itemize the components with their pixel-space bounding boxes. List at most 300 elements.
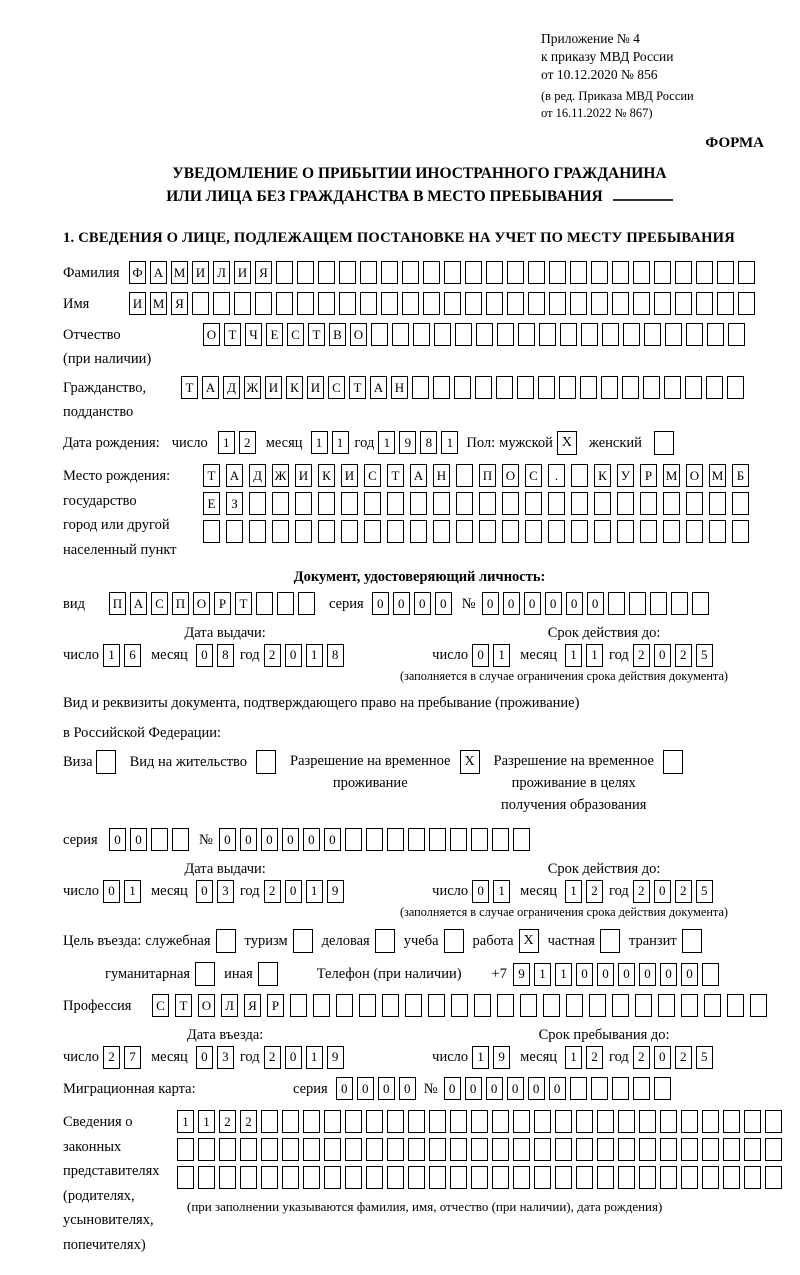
char-cell[interactable]: 0 (196, 1046, 213, 1069)
char-cell[interactable] (640, 520, 657, 543)
char-cell[interactable] (654, 1077, 671, 1100)
char-cell[interactable] (534, 1166, 551, 1189)
char-cell[interactable]: С (364, 464, 381, 487)
char-cell[interactable]: А (370, 376, 387, 399)
char-cell[interactable] (256, 592, 273, 615)
char-cell[interactable] (589, 994, 606, 1017)
char-cell[interactable] (364, 520, 381, 543)
char-cell[interactable] (177, 1138, 194, 1161)
char-cell[interactable] (318, 520, 335, 543)
char-cell[interactable]: 0 (639, 963, 656, 986)
char-cell[interactable] (539, 323, 556, 346)
char-cell[interactable]: 9 (327, 1046, 344, 1069)
char-cell[interactable] (681, 1166, 698, 1189)
char-cell[interactable] (732, 520, 749, 543)
char-cell[interactable] (471, 1110, 488, 1133)
checkbox-cell[interactable] (375, 929, 395, 953)
char-cell[interactable] (704, 994, 721, 1017)
char-cell[interactable]: Т (349, 376, 366, 399)
char-cell[interactable] (727, 376, 744, 399)
char-cell[interactable]: К (594, 464, 611, 487)
char-cell[interactable] (276, 261, 293, 284)
char-cell[interactable] (727, 994, 744, 1017)
char-cell[interactable]: 2 (633, 644, 650, 667)
char-cell[interactable]: 1 (306, 644, 323, 667)
char-cell[interactable] (549, 261, 566, 284)
char-cell[interactable]: 1 (378, 431, 395, 454)
char-cell[interactable] (454, 376, 471, 399)
char-cell[interactable]: 1 (555, 963, 572, 986)
char-cell[interactable] (517, 376, 534, 399)
char-cell[interactable]: 1 (493, 644, 510, 667)
char-cell[interactable]: 0 (261, 828, 278, 851)
char-cell[interactable] (576, 1110, 593, 1133)
char-cell[interactable]: Н (433, 464, 450, 487)
checkbox-cell[interactable]: X (519, 929, 539, 953)
char-cell[interactable] (765, 1166, 782, 1189)
checkbox-cell[interactable]: X (557, 431, 577, 455)
char-cell[interactable]: 1 (311, 431, 328, 454)
char-cell[interactable] (686, 323, 703, 346)
char-cell[interactable] (336, 994, 353, 1017)
char-cell[interactable] (324, 1166, 341, 1189)
char-cell[interactable]: 0 (528, 1077, 545, 1100)
char-cell[interactable]: Т (387, 464, 404, 487)
char-cell[interactable] (172, 828, 189, 851)
char-cell[interactable] (471, 828, 488, 851)
char-cell[interactable] (366, 1138, 383, 1161)
char-cell[interactable] (654, 292, 671, 315)
char-cell[interactable]: 1 (534, 963, 551, 986)
char-cell[interactable] (345, 1138, 362, 1161)
char-cell[interactable] (240, 1138, 257, 1161)
char-cell[interactable] (423, 261, 440, 284)
char-cell[interactable] (429, 1166, 446, 1189)
char-cell[interactable]: Р (640, 464, 657, 487)
char-cell[interactable] (413, 323, 430, 346)
char-cell[interactable] (555, 1110, 572, 1133)
char-cell[interactable] (303, 1110, 320, 1133)
char-cell[interactable] (429, 1110, 446, 1133)
char-cell[interactable]: 0 (524, 592, 541, 615)
char-cell[interactable] (465, 261, 482, 284)
char-cell[interactable]: О (198, 994, 215, 1017)
char-cell[interactable]: 1 (586, 644, 603, 667)
char-cell[interactable] (601, 376, 618, 399)
char-cell[interactable]: 0 (357, 1077, 374, 1100)
char-cell[interactable] (538, 376, 555, 399)
char-cell[interactable] (297, 292, 314, 315)
char-cell[interactable]: 2 (633, 880, 650, 903)
char-cell[interactable]: Ф (129, 261, 146, 284)
char-cell[interactable] (313, 994, 330, 1017)
char-cell[interactable] (479, 520, 496, 543)
char-cell[interactable] (339, 292, 356, 315)
char-cell[interactable]: С (287, 323, 304, 346)
char-cell[interactable] (571, 492, 588, 515)
char-cell[interactable]: 1 (198, 1110, 215, 1133)
char-cell[interactable] (513, 1110, 530, 1133)
char-cell[interactable]: Б (732, 464, 749, 487)
char-cell[interactable] (660, 1138, 677, 1161)
char-cell[interactable] (433, 492, 450, 515)
char-cell[interactable] (623, 323, 640, 346)
char-cell[interactable] (387, 1110, 404, 1133)
char-cell[interactable] (402, 292, 419, 315)
char-cell[interactable]: М (663, 464, 680, 487)
char-cell[interactable] (597, 1166, 614, 1189)
char-cell[interactable] (405, 994, 422, 1017)
char-cell[interactable] (387, 520, 404, 543)
char-cell[interactable]: Т (308, 323, 325, 346)
char-cell[interactable] (450, 1110, 467, 1133)
char-cell[interactable]: И (192, 261, 209, 284)
char-cell[interactable]: 0 (414, 592, 431, 615)
char-cell[interactable]: 0 (566, 592, 583, 615)
char-cell[interactable]: 0 (399, 1077, 416, 1100)
char-cell[interactable] (151, 828, 168, 851)
char-cell[interactable] (492, 1166, 509, 1189)
checkbox-cell[interactable] (654, 431, 674, 455)
char-cell[interactable]: С (151, 592, 168, 615)
char-cell[interactable]: 0 (576, 963, 593, 986)
char-cell[interactable] (345, 1166, 362, 1189)
char-cell[interactable]: О (203, 323, 220, 346)
char-cell[interactable] (324, 1138, 341, 1161)
char-cell[interactable]: А (130, 592, 147, 615)
char-cell[interactable] (261, 1166, 278, 1189)
char-cell[interactable] (456, 492, 473, 515)
char-cell[interactable]: 0 (324, 828, 341, 851)
char-cell[interactable] (635, 994, 652, 1017)
char-cell[interactable] (497, 994, 514, 1017)
char-cell[interactable]: 2 (586, 880, 603, 903)
char-cell[interactable]: 6 (124, 644, 141, 667)
char-cell[interactable] (444, 261, 461, 284)
char-cell[interactable] (392, 323, 409, 346)
char-cell[interactable]: С (328, 376, 345, 399)
char-cell[interactable] (618, 1166, 635, 1189)
char-cell[interactable] (692, 592, 709, 615)
char-cell[interactable] (744, 1110, 761, 1133)
char-cell[interactable] (717, 292, 734, 315)
char-cell[interactable]: З (226, 492, 243, 515)
char-cell[interactable]: И (307, 376, 324, 399)
char-cell[interactable]: 0 (472, 644, 489, 667)
char-cell[interactable] (444, 292, 461, 315)
char-cell[interactable] (456, 464, 473, 487)
char-cell[interactable] (465, 292, 482, 315)
char-cell[interactable] (408, 1166, 425, 1189)
char-cell[interactable]: 2 (264, 1046, 281, 1069)
checkbox-cell[interactable] (258, 962, 278, 986)
char-cell[interactable]: О (686, 464, 703, 487)
char-cell[interactable]: М (709, 464, 726, 487)
char-cell[interactable]: 7 (124, 1046, 141, 1069)
char-cell[interactable]: 1 (332, 431, 349, 454)
char-cell[interactable] (597, 1110, 614, 1133)
char-cell[interactable] (234, 292, 251, 315)
char-cell[interactable]: 0 (219, 828, 236, 851)
char-cell[interactable] (219, 1138, 236, 1161)
char-cell[interactable]: 1 (306, 1046, 323, 1069)
char-cell[interactable] (213, 292, 230, 315)
char-cell[interactable] (324, 1110, 341, 1133)
char-cell[interactable] (318, 292, 335, 315)
checkbox-cell[interactable] (96, 750, 116, 774)
char-cell[interactable] (408, 1138, 425, 1161)
char-cell[interactable] (525, 492, 542, 515)
char-cell[interactable] (650, 592, 667, 615)
char-cell[interactable] (675, 292, 692, 315)
char-cell[interactable] (654, 261, 671, 284)
char-cell[interactable] (728, 323, 745, 346)
char-cell[interactable] (658, 994, 675, 1017)
char-cell[interactable] (341, 492, 358, 515)
char-cell[interactable] (497, 323, 514, 346)
char-cell[interactable]: 0 (109, 828, 126, 851)
char-cell[interactable] (696, 261, 713, 284)
char-cell[interactable]: 0 (103, 880, 120, 903)
char-cell[interactable]: 3 (217, 1046, 234, 1069)
char-cell[interactable] (738, 261, 755, 284)
char-cell[interactable] (640, 492, 657, 515)
char-cell[interactable]: 0 (336, 1077, 353, 1100)
char-cell[interactable] (492, 828, 509, 851)
char-cell[interactable]: 9 (399, 431, 416, 454)
char-cell[interactable] (566, 994, 583, 1017)
checkbox-cell[interactable] (600, 929, 620, 953)
char-cell[interactable] (570, 261, 587, 284)
char-cell[interactable] (709, 520, 726, 543)
char-cell[interactable] (618, 1138, 635, 1161)
char-cell[interactable]: 0 (303, 828, 320, 851)
char-cell[interactable]: 2 (633, 1046, 650, 1069)
char-cell[interactable] (387, 1166, 404, 1189)
char-cell[interactable]: 2 (239, 431, 256, 454)
char-cell[interactable]: Ч (245, 323, 262, 346)
char-cell[interactable] (479, 492, 496, 515)
char-cell[interactable]: 0 (486, 1077, 503, 1100)
char-cell[interactable] (282, 1138, 299, 1161)
char-cell[interactable]: 1 (472, 1046, 489, 1069)
char-cell[interactable] (612, 994, 629, 1017)
char-cell[interactable]: А (202, 376, 219, 399)
char-cell[interactable]: 1 (493, 880, 510, 903)
char-cell[interactable]: 2 (103, 1046, 120, 1069)
char-cell[interactable]: Я (244, 994, 261, 1017)
char-cell[interactable]: 9 (493, 1046, 510, 1069)
char-cell[interactable] (295, 520, 312, 543)
char-cell[interactable]: 0 (654, 880, 671, 903)
char-cell[interactable]: 0 (660, 963, 677, 986)
char-cell[interactable] (576, 1138, 593, 1161)
char-cell[interactable]: 0 (465, 1077, 482, 1100)
char-cell[interactable] (282, 1166, 299, 1189)
char-cell[interactable]: 2 (240, 1110, 257, 1133)
char-cell[interactable] (298, 592, 315, 615)
char-cell[interactable] (594, 520, 611, 543)
char-cell[interactable]: 0 (545, 592, 562, 615)
char-cell[interactable] (706, 376, 723, 399)
char-cell[interactable] (318, 492, 335, 515)
char-cell[interactable]: П (109, 592, 126, 615)
char-cell[interactable] (318, 261, 335, 284)
char-cell[interactable] (429, 1138, 446, 1161)
char-cell[interactable] (339, 261, 356, 284)
char-cell[interactable] (576, 1166, 593, 1189)
char-cell[interactable]: Е (203, 492, 220, 515)
char-cell[interactable]: 0 (587, 592, 604, 615)
checkbox-cell[interactable] (663, 750, 683, 774)
char-cell[interactable] (486, 292, 503, 315)
char-cell[interactable]: Т (235, 592, 252, 615)
char-cell[interactable] (723, 1138, 740, 1161)
char-cell[interactable] (423, 292, 440, 315)
char-cell[interactable] (402, 261, 419, 284)
char-cell[interactable] (555, 1166, 572, 1189)
char-cell[interactable] (513, 828, 530, 851)
char-cell[interactable]: О (502, 464, 519, 487)
char-cell[interactable] (660, 1110, 677, 1133)
char-cell[interactable] (249, 520, 266, 543)
char-cell[interactable] (528, 261, 545, 284)
char-cell[interactable] (412, 376, 429, 399)
char-cell[interactable]: Т (224, 323, 241, 346)
char-cell[interactable] (633, 1077, 650, 1100)
char-cell[interactable]: С (525, 464, 542, 487)
char-cell[interactable] (559, 376, 576, 399)
checkbox-cell[interactable] (195, 962, 215, 986)
char-cell[interactable] (295, 492, 312, 515)
char-cell[interactable]: 8 (217, 644, 234, 667)
char-cell[interactable] (663, 492, 680, 515)
char-cell[interactable]: 0 (435, 592, 452, 615)
char-cell[interactable]: 1 (177, 1110, 194, 1133)
char-cell[interactable] (429, 828, 446, 851)
char-cell[interactable]: 0 (393, 592, 410, 615)
char-cell[interactable]: К (318, 464, 335, 487)
char-cell[interactable] (360, 261, 377, 284)
char-cell[interactable]: Я (255, 261, 272, 284)
char-cell[interactable] (580, 376, 597, 399)
char-cell[interactable] (341, 520, 358, 543)
char-cell[interactable]: И (129, 292, 146, 315)
char-cell[interactable]: А (150, 261, 167, 284)
char-cell[interactable] (360, 292, 377, 315)
char-cell[interactable]: Т (175, 994, 192, 1017)
char-cell[interactable]: 8 (327, 644, 344, 667)
char-cell[interactable] (750, 994, 767, 1017)
char-cell[interactable] (219, 1166, 236, 1189)
char-cell[interactable] (203, 520, 220, 543)
char-cell[interactable] (702, 1166, 719, 1189)
char-cell[interactable] (513, 1166, 530, 1189)
char-cell[interactable]: О (350, 323, 367, 346)
char-cell[interactable] (433, 520, 450, 543)
char-cell[interactable] (410, 520, 427, 543)
char-cell[interactable] (272, 520, 289, 543)
char-cell[interactable]: Т (181, 376, 198, 399)
char-cell[interactable]: 0 (654, 644, 671, 667)
char-cell[interactable]: 0 (196, 880, 213, 903)
char-cell[interactable]: Н (391, 376, 408, 399)
char-cell[interactable] (663, 520, 680, 543)
char-cell[interactable] (297, 261, 314, 284)
char-cell[interactable] (744, 1166, 761, 1189)
char-cell[interactable] (451, 994, 468, 1017)
char-cell[interactable] (520, 994, 537, 1017)
char-cell[interactable]: 1 (218, 431, 235, 454)
char-cell[interactable] (249, 492, 266, 515)
char-cell[interactable]: И (265, 376, 282, 399)
char-cell[interactable] (681, 994, 698, 1017)
char-cell[interactable] (591, 292, 608, 315)
char-cell[interactable]: А (226, 464, 243, 487)
char-cell[interactable] (525, 520, 542, 543)
char-cell[interactable] (591, 261, 608, 284)
char-cell[interactable]: 0 (507, 1077, 524, 1100)
char-cell[interactable]: Я (171, 292, 188, 315)
char-cell[interactable] (639, 1138, 656, 1161)
char-cell[interactable]: Д (223, 376, 240, 399)
char-cell[interactable]: 0 (597, 963, 614, 986)
char-cell[interactable] (282, 1110, 299, 1133)
char-cell[interactable] (702, 1138, 719, 1161)
char-cell[interactable]: Р (214, 592, 231, 615)
char-cell[interactable]: 0 (618, 963, 635, 986)
char-cell[interactable]: 1 (124, 880, 141, 903)
char-cell[interactable] (502, 492, 519, 515)
char-cell[interactable] (664, 376, 681, 399)
char-cell[interactable]: Р (267, 994, 284, 1017)
char-cell[interactable] (471, 1166, 488, 1189)
char-cell[interactable]: 0 (285, 880, 302, 903)
char-cell[interactable] (366, 1110, 383, 1133)
char-cell[interactable] (474, 994, 491, 1017)
char-cell[interactable]: 5 (696, 1046, 713, 1069)
char-cell[interactable]: 9 (327, 880, 344, 903)
char-cell[interactable] (608, 592, 625, 615)
char-cell[interactable] (366, 828, 383, 851)
char-cell[interactable]: 1 (103, 644, 120, 667)
char-cell[interactable] (177, 1166, 194, 1189)
char-cell[interactable] (345, 828, 362, 851)
char-cell[interactable] (408, 1110, 425, 1133)
char-cell[interactable] (382, 994, 399, 1017)
char-cell[interactable] (660, 1166, 677, 1189)
char-cell[interactable] (617, 520, 634, 543)
checkbox-cell[interactable] (444, 929, 464, 953)
char-cell[interactable] (612, 1077, 629, 1100)
char-cell[interactable] (502, 520, 519, 543)
char-cell[interactable] (765, 1110, 782, 1133)
char-cell[interactable] (428, 994, 445, 1017)
char-cell[interactable]: М (150, 292, 167, 315)
char-cell[interactable] (455, 323, 472, 346)
char-cell[interactable] (192, 292, 209, 315)
char-cell[interactable]: 2 (675, 644, 692, 667)
char-cell[interactable] (591, 1077, 608, 1100)
char-cell[interactable] (681, 1138, 698, 1161)
char-cell[interactable] (644, 323, 661, 346)
char-cell[interactable]: П (479, 464, 496, 487)
char-cell[interactable] (723, 1166, 740, 1189)
char-cell[interactable]: М (171, 261, 188, 284)
char-cell[interactable] (686, 492, 703, 515)
char-cell[interactable] (571, 520, 588, 543)
char-cell[interactable] (387, 828, 404, 851)
